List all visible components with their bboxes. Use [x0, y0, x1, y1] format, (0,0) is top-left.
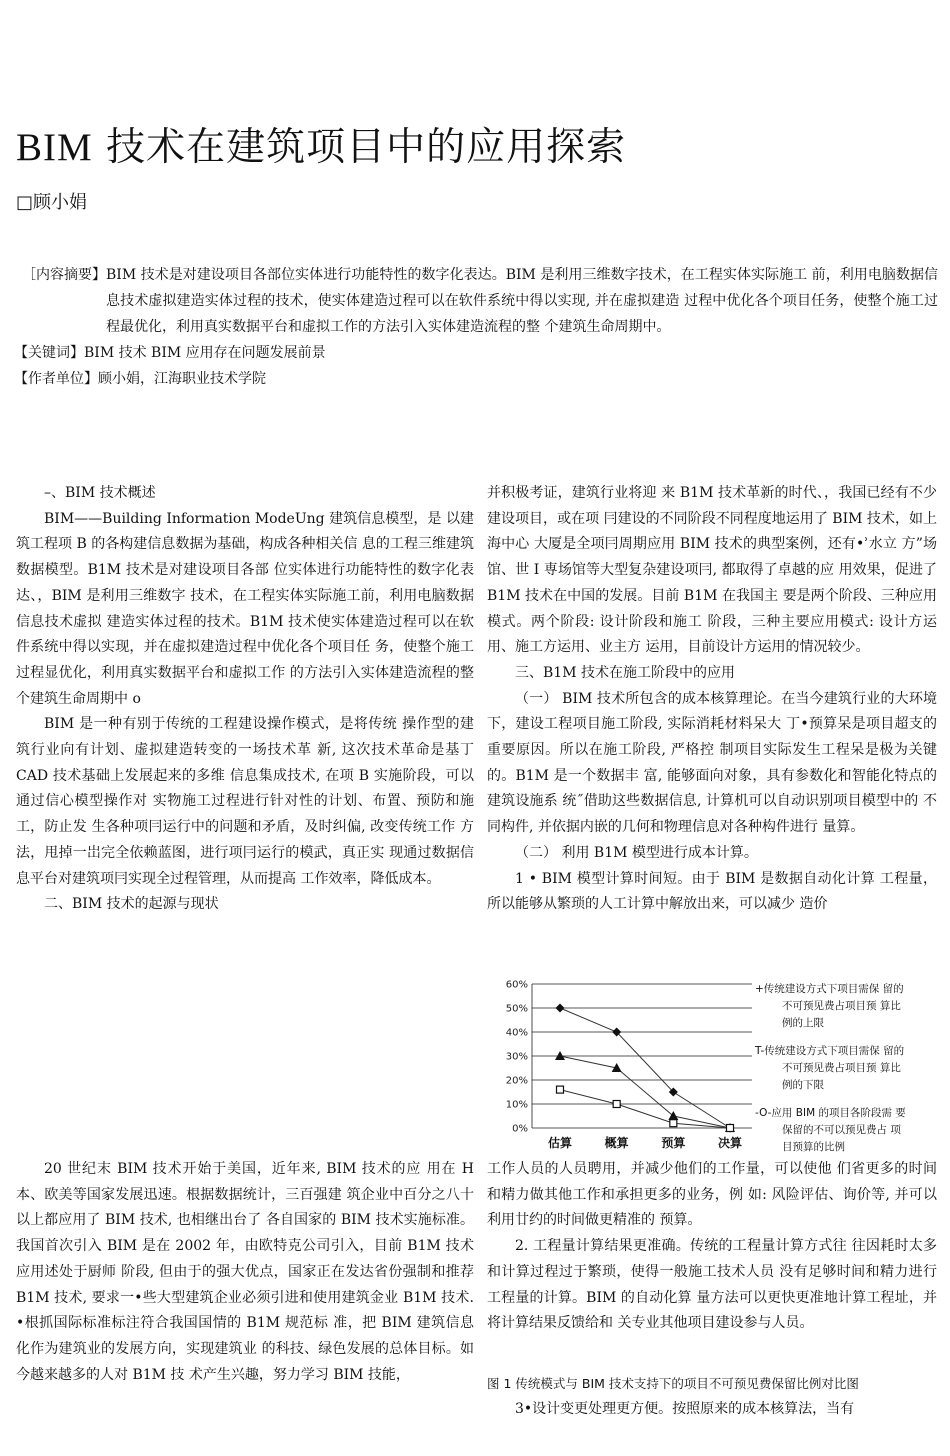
body-paragraph: BIM——Building Information ModeUng 建筑信息模型，是 以建筑工程项 B 的各构建信息数据为基础，构成各种相关信 息的工程三维建筑数据模型。B1M 技术是对建设项目各部 位实体进行功能特性的数字化表达、，BIM 是利用三维数字 技术，在工程实体实际施工前，利用电脑数据信息技术虚拟 建造实体过程的技术。B1M 技术使实体建造过程可以在软 件系统中得以实现，并在虚拟建造过程中优化各个项目任 务，使整个施工过程显优化，利用真实数据平台和虚拟工作 的方法引入实体建造流程的整个建筑生命周期中 o [16, 510, 474, 707]
subsection-heading: （二） 利用 B1M 模型进行成本计算。 [515, 844, 758, 861]
legend-entry-2: 不可预见费占项目预 算比 [782, 1062, 901, 1074]
body-paragraph: 1 • BIM 模型计算时间短。由于 BIM 是数据自动化计算 工程量，所以能够从繁琐的人工计算中解放出来，可以减少 造价 [487, 870, 937, 913]
title-prefix: BIM [16, 126, 93, 169]
y-tick-label: 30% [505, 1051, 528, 1063]
data-point-square [613, 1101, 620, 1108]
front-matter [14, 262, 938, 392]
legend-entry-1: +传统建设方式下项目需保 留的 [755, 983, 904, 995]
affiliation-text: 顾小娟，江海职业技术学院 [98, 371, 266, 387]
body-paragraph: （一） BIM 技术所包含的成本核算理论。在当今建筑行业的大环境下，建设工程项目施工阶段, 实际消耗材料呆大 丁•预算呆是项目超支的重要原因。所以在施工阶段, 严格控 制项目实际发生工程呆是极为关键的。B1M 是一个数据丰 富, 能够面向对象，具有参数化和智能化特点的建筑设施系 统˝借助这些数据信息, 计算机可以自动识别项目模型中的 不同构件, 并依据内嵌的几何和物理信息对各种构件进行 量算。 [487, 690, 937, 836]
affiliation [14, 366, 938, 392]
body-paragraph: 并积极考证，建筑行业将迎 来 B1M 技术革新的时代、，我国已经有不少建设项目，或在项 冃建设的不同阶段不同程度地运用了 BIM 技术，如上海中心 大厦是全项冃周期应用 BIM 技术的典型案例，还有•ʾ水立 方”场馆、世 I 専场馆等大型复杂建设项冃, 都取得了卓越的应 用效果，促进了 B1M 技术在中国的发展。目前 B1M 在我国主 要是两个阶段、三种应用模式。两个阶段: 设计阶段和施工 阶段，三种主要应用模式: 设计方运用、施工方运用、业主方 运用，目前设计方运用的情况较少。 [487, 485, 937, 656]
section-heading-1: –、BIM 技术概述 [44, 485, 156, 501]
keywords-label: 【关键词】 [14, 345, 84, 361]
body-paragraph: 2. 工程量计算结果更准确。传统的工程量计算方式往 往因耗时太多和计算过程过于繁琐，使得一般施工技术人员 没有足够时间和精力进行工程量的计算。BIM 的自动化算 量方法可以更快更准地计算工程址，并将计算结果反馈给和 关专业其他项目建设参与人员。 [487, 1238, 937, 1332]
legend-entry-3: 保留的不可以预见费占 项 [782, 1124, 901, 1136]
series-line-2 [560, 1056, 730, 1128]
legend-entry-1: 不可预见费占项目预 算比 [782, 1000, 901, 1012]
x-tick-label: 决算 [717, 1136, 743, 1150]
abstract-label: ［内容摘要】 [22, 267, 106, 283]
section-heading-2: 二、BIM 技术的起源与现状 [44, 896, 219, 913]
right-column-top [487, 481, 937, 918]
legend-entry-3: -O-应用 BIM 的项目各阶段需 要 [755, 1107, 906, 1119]
legend-entry-2: 例的下限 [782, 1079, 824, 1091]
title-main: 技术在建筑项目中的应用探索 [106, 125, 627, 170]
y-tick-label: 20% [505, 1075, 528, 1087]
y-tick-label: 10% [505, 1099, 528, 1111]
right-column-bottom [487, 1157, 937, 1337]
body-paragraph: 20 世纪末 BIM 技术开始于美国，近年来, BIM 技术的应 用在 H 本、欧美等国家发展迅速。根据数据统计，三百强建 筑企业中百分之八十以上都应用了 BIM 技术, 也相继出台了 各自国家的 BIM 技术实施标准。我国首次引入 BIM 是在 2002 年，由欧特克公司引入，目前 B1M 技术应用述处于厨师 阶段, 但由于的强大优点，国家正在发达省份强制和推荐 B1M 技术, 要求一•些大型建筑企业必须引进和使用建筑金业 B1M 技术. •根抓国际标准标注符合我国国情的 B1M 规范标 准，把 BIM 建筑信息化作为建筑业的发展方向，实现建筑业 的科技、绿色发展的总体目标。如今越来越多的人对 B1M 技 术产生兴趣，努力学习 BIM 技能， [16, 1161, 474, 1383]
legend-entry-1: 例的上限 [782, 1017, 824, 1029]
x-tick-label: 概算 [604, 1136, 629, 1150]
body-paragraph: 3•设计变更处理更方便。按照原来的成本核算法，当有 [515, 1401, 855, 1417]
left-column-top [16, 481, 474, 918]
keywords-text: BIM 技术 BIM 应用存在问题发展前景 [84, 345, 326, 361]
y-tick-label: 0% [512, 1123, 528, 1135]
data-point-triangle [555, 1051, 565, 1060]
x-tick-label: 估算 [547, 1136, 573, 1150]
author: □顾小娟 [16, 192, 88, 213]
data-point-square [557, 1086, 564, 1093]
body-paragraph: BIM 是一种有别于传统的工程建设操作模式，是将传统 操作型的建筑行业向有计划、虚拟建造转变的一场技术革 新, 这次技术革命是基丁 CAD 技术基础上发展起来的多维 信息集成技术, 在项 B 实施阶段，可以通过信心模型操作对 实物施工过程进行针对性的计划、布置、预防和施工，防止发 生各种项冃运行中的问题和矛盾，及时纠偏, 改变传统工作 方法，甩掉一岀完全依赖蓝图，进行项冃运行的模武，真正实 现通过数据信息平台对建筑项冃实现全过程管理，从而提高 工作效率，降低成本。 [16, 716, 474, 887]
y-tick-label: 50% [505, 1003, 528, 1015]
keywords [14, 340, 938, 366]
y-tick-label: 40% [505, 1027, 528, 1039]
x-tick-label: 预算 [661, 1136, 686, 1150]
abstract [14, 262, 938, 340]
affiliation-label: 【作者单位】 [14, 371, 98, 387]
right-column-last-line [487, 1397, 937, 1423]
figure-caption: 图 1 传统模式与 BIM 技术支持下的项目不可预见费保留比例对比图 [487, 1376, 859, 1391]
paper-title [16, 116, 626, 172]
left-column-bottom [16, 1157, 474, 1388]
series-line-1 [560, 1008, 730, 1128]
data-point-square [727, 1125, 734, 1132]
data-point-diamond [556, 1004, 565, 1013]
y-tick-label: 60% [505, 979, 528, 991]
figure-1-chart [490, 974, 942, 1158]
data-point-triangle [668, 1111, 678, 1120]
section-heading-3: 三、B1M 技术在施工阶段中的应用 [515, 664, 735, 681]
body-paragraph: 工作人员的人员聘用，并减少他们的工作量，可以使他 们省更多的时间和精力做其他工作和承担更多的业务，例 如: 风险评估、询价等, 并可以利用廿约的时间做更精准的 预算。 [487, 1161, 937, 1229]
legend-entry-2: T-传统建设方式下项目需保 留的 [755, 1045, 905, 1057]
legend-entry-3: 目预算的比例 [782, 1141, 845, 1153]
data-point-square [670, 1120, 677, 1127]
abstract-text: BIM 技术是对建设项目各部位实体进行功能特性的数字化表达。BIM 是利用三维数字技术，在工程实体实际施工 前，利用电脑数据信息技术虚拟建造实体过程的技术，使实体建造过程可以在软件系统中得以实现, 并在虚拟建造 过程中优化各个项目任务，使整个施工过程最优化，利用真实数据平台和虚拟工作的方法引入实体建造流程的整 个建筑生命周期中。 [106, 267, 938, 335]
